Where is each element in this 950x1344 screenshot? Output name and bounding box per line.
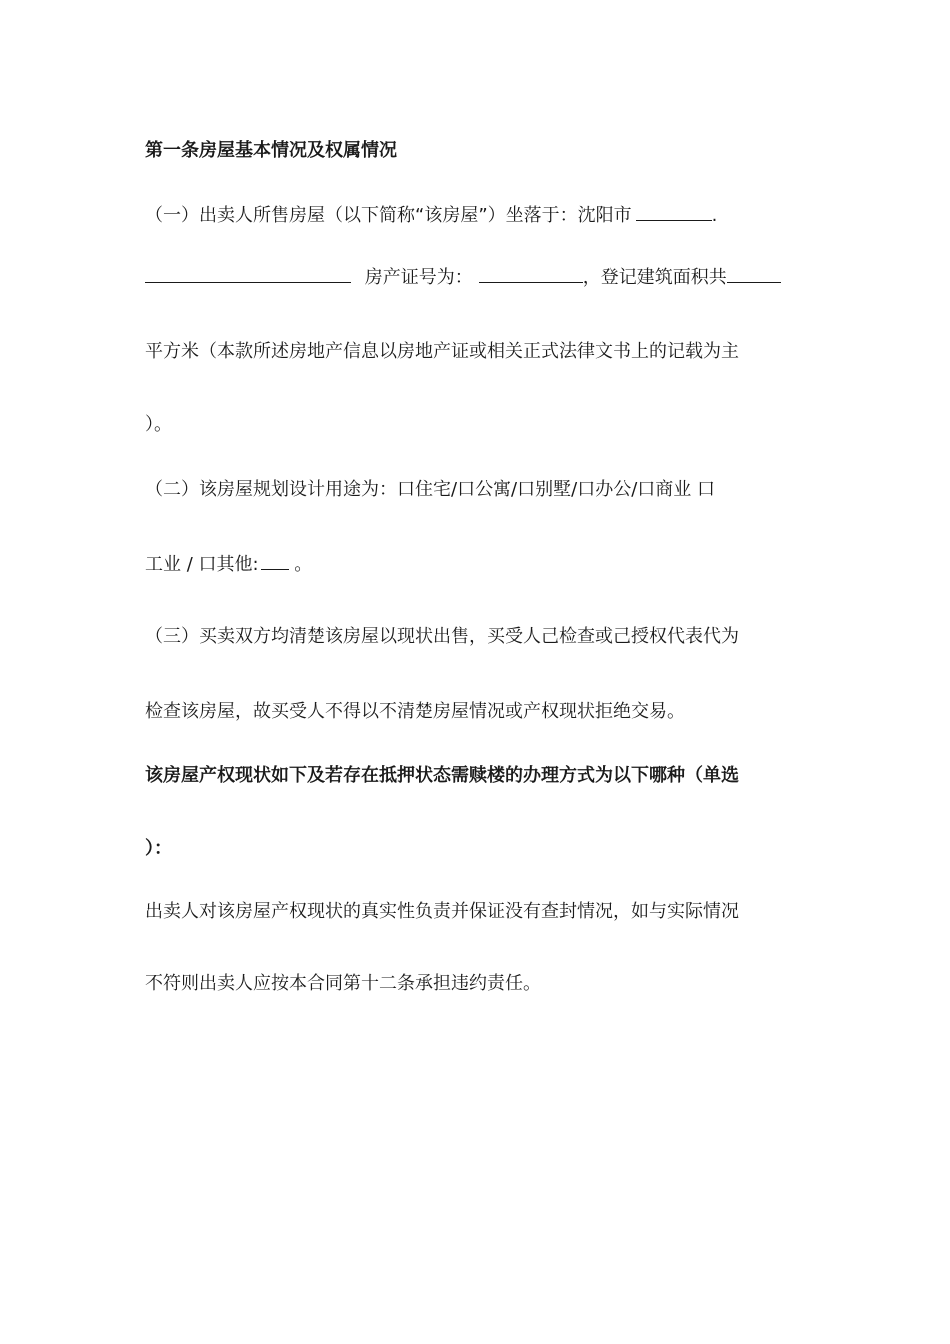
cert-number-label: 房产证号为： <box>364 267 473 288</box>
clause-1-line-4: ）。 <box>145 414 172 435</box>
clause-3-line-2: 检查该房屋，故买受人不得以不清楚房屋情况或产权现状拒绝交易。 <box>145 701 685 722</box>
area-blank[interactable] <box>727 264 781 283</box>
clause-1-line-3: 平方米（本款所述房地产信息以房地产证或相关正式法律文书上的记载为主 <box>145 341 739 362</box>
clause-1-line-1-tail: . <box>711 205 718 226</box>
usage-other-blank[interactable] <box>261 551 289 570</box>
guarantee-line-2: 不符则出卖人应按本合同第十二条承担违约责任。 <box>145 973 541 994</box>
clause-1-location-text: （一）出卖人所售房屋（以下简称“该房屋”）坐落于：沈阳市 <box>145 205 632 226</box>
cert-comma: ， <box>582 267 601 288</box>
clause-2-line-1: （二）该房屋规划设计用途为：口住宅/口公寓/口别墅/口办公/口商业 口 <box>145 479 715 500</box>
cert-number-blank[interactable] <box>479 264 583 283</box>
area-label: 登记建筑面积共 <box>600 267 727 288</box>
clause-3-line-1: （三）买卖双方均清楚该房屋以现状出售，买受人己检查或己授权代表代为 <box>145 626 739 647</box>
clause-1-line-1 <box>145 202 805 228</box>
article-title: 第一条房屋基本情况及权属情况 <box>145 140 397 161</box>
clause-2-line-2 <box>145 551 805 577</box>
usage-other-label: 工业 / 口其他: <box>145 554 259 575</box>
city-district-blank[interactable] <box>636 202 712 221</box>
status-heading-line-2: ）： <box>145 838 172 859</box>
clause-1-line-2 <box>145 264 805 290</box>
status-heading-line-1: 该房屋产权现状如下及若存在抵押状态需赎楼的办理方式为以下哪种（单选 <box>145 765 739 786</box>
guarantee-line-1: 出卖人对该房屋产权现状的真实性负责并保证没有查封情况，如与实际情况 <box>145 901 739 922</box>
usage-other-suffix: 。 <box>288 554 313 575</box>
address-blank[interactable] <box>145 264 351 283</box>
